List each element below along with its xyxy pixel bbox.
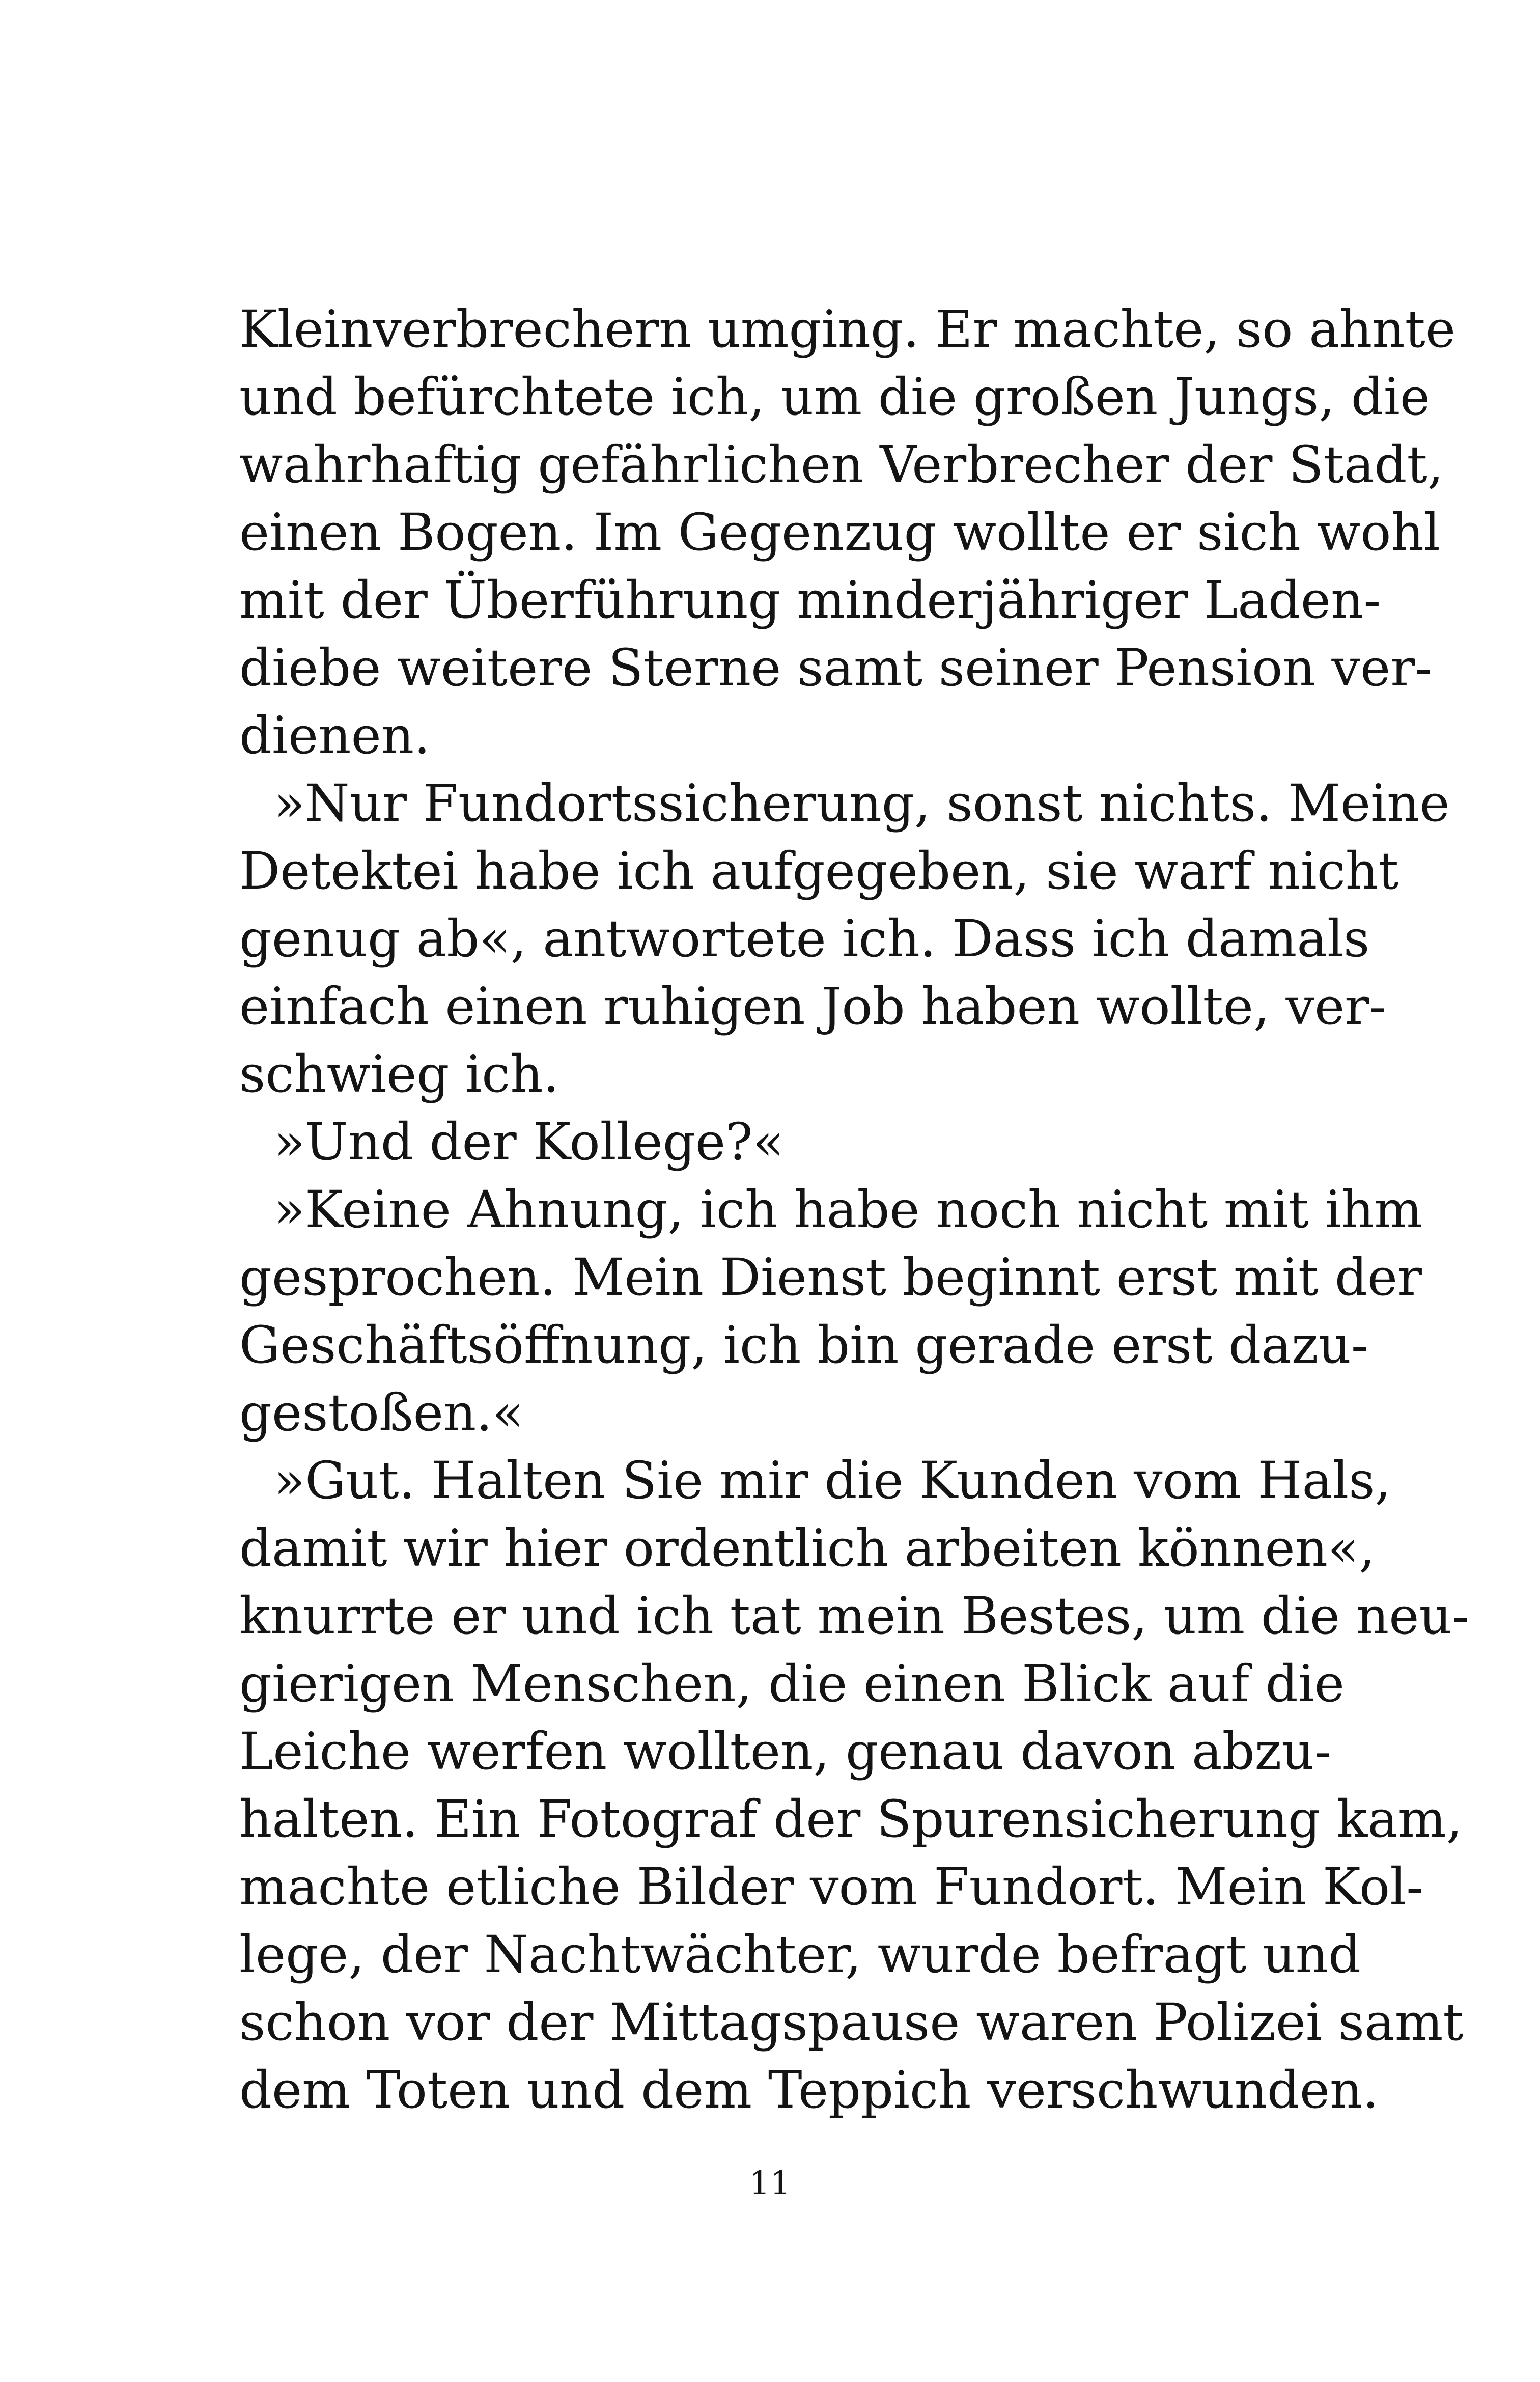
paragraph: [239, 1108, 1297, 1176]
text-line: »Und der Kollege?«: [274, 1112, 784, 1172]
text-line: diebe weitere Sterne samt seiner Pension ver-: [239, 638, 1432, 698]
text-line: einfach einen ruhigen Job haben wollte, ver-: [239, 977, 1386, 1036]
paragraph: [239, 769, 1450, 1108]
text-line: Detektei habe ich aufgegeben, sie warf nicht: [239, 841, 1399, 901]
text-line: einen Bogen. Im Gegenzug wollte er sich wohl: [239, 503, 1440, 562]
text-line: wahrhaftig gefährlichen Verbrecher der Stadt,: [239, 435, 1444, 494]
text-line: halten. Ein Fotograf der Spurensicherung kam,: [239, 1789, 1463, 1849]
body-text: [239, 295, 1469, 2124]
text-line: genug ab«, antwortete ich. Dass ich damals: [239, 909, 1370, 968]
text-line: mit der Überführung minderjähriger Laden-: [239, 570, 1381, 630]
paragraph: [239, 295, 1456, 769]
text-line: und befürchtete ich, um die großen Jungs, die: [239, 367, 1431, 427]
page-number: 11: [749, 2165, 791, 2202]
text-line: »Nur Fundortssicherung, sonst nichts. Meine: [274, 773, 1450, 833]
text-line: gesprochen. Mein Dienst beginnt erst mit der: [239, 1248, 1422, 1307]
text-line: »Keine Ahnung, ich habe noch nicht mit ihm: [274, 1180, 1422, 1239]
text-line: gierigen Menschen, die einen Blick auf die: [239, 1654, 1345, 1713]
text-line: schwieg ich.: [239, 1044, 559, 1104]
text-line: Geschäftsöffnung, ich bin gerade erst dazu-: [239, 1315, 1368, 1375]
text-line: knurrte er und ich tat mein Bestes, um die neu-: [239, 1586, 1469, 1646]
text-line: lege, der Nachtwächter, wurde befragt und: [239, 1925, 1361, 1984]
text-line: damit wir hier ordentlich arbeiten können«,: [239, 1518, 1376, 1578]
text-line: »Gut. Halten Sie mir die Kunden vom Hals,: [274, 1451, 1391, 1510]
paragraph: [239, 1176, 1422, 1447]
text-line: Leiche werfen wollten, genau davon abzu-: [239, 1722, 1332, 1781]
text-line: machte etliche Bilder vom Fundort. Mein Kol-: [239, 1857, 1423, 1917]
text-line: dem Toten und dem Teppich verschwunden.: [239, 2060, 1379, 2120]
paragraph: [239, 1447, 1469, 2124]
text-line: dienen.: [239, 706, 430, 765]
text-line: Kleinverbrechern umging. Er machte, so ahnte: [239, 299, 1456, 359]
text-line: schon vor der Mittagspause waren Polizei samt: [239, 1992, 1464, 2052]
text-line: gestoßen.«: [239, 1383, 524, 1443]
